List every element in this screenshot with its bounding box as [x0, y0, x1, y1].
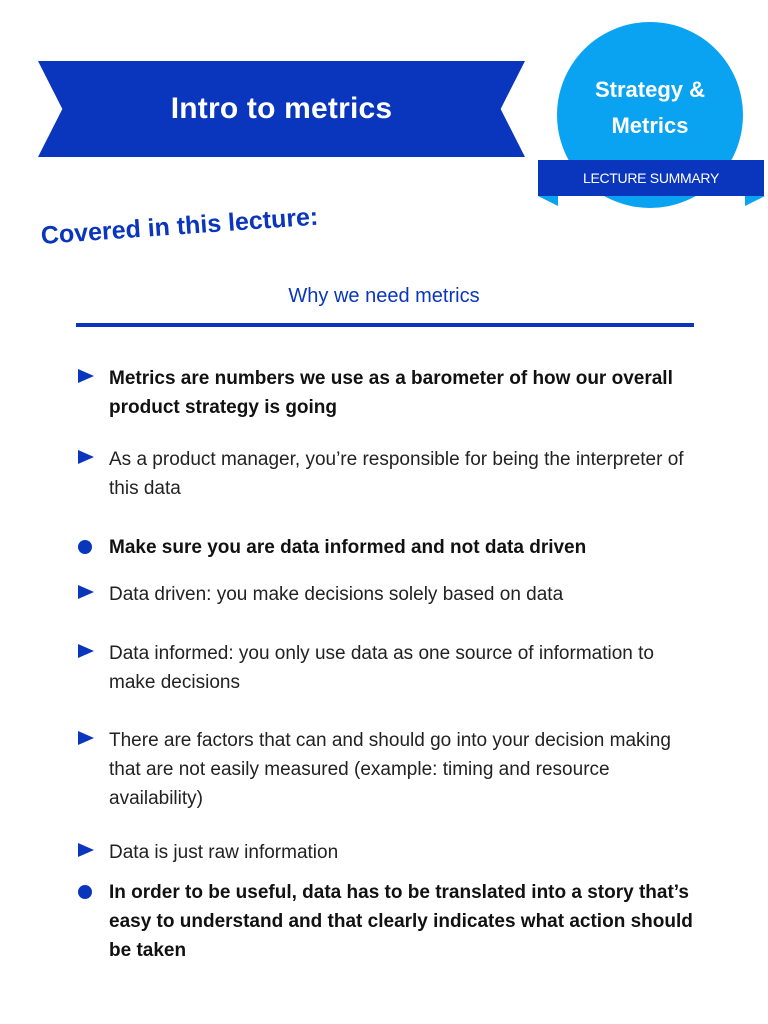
- topic-badge-line-2: Metrics: [611, 113, 689, 138]
- list-item: [78, 878, 698, 965]
- lecture-summary-ribbon: LECTURE SUMMARY: [538, 160, 764, 196]
- dot-bullet-icon: [78, 540, 92, 554]
- list-item: [78, 726, 698, 813]
- list-item: [78, 639, 698, 697]
- section-subtitle: Why we need metrics: [288, 285, 480, 307]
- list-item-text: Data informed: you only use data as one source of information to make decisions: [109, 643, 654, 693]
- triangle-bullet-icon: [78, 585, 94, 599]
- list-item: [78, 580, 698, 609]
- section-heading: Covered in this lecture:: [40, 202, 320, 250]
- list-item-text: Data is just raw information: [109, 842, 339, 863]
- triangle-bullet-icon: [78, 731, 94, 745]
- ribbon-tail-right: [745, 196, 765, 206]
- page-title: Intro to metrics: [170, 92, 393, 125]
- list-item-text: As a product manager, you’re responsible for being the interpreter of this data: [109, 449, 684, 499]
- triangle-bullet-icon: [78, 369, 94, 383]
- triangle-bullet-icon: [78, 843, 94, 857]
- divider: [76, 323, 694, 327]
- ribbon-tail-left: [538, 196, 558, 206]
- dot-bullet-icon: [78, 885, 92, 899]
- list-item-text: There are factors that can and should go into your decision making that are not easily measured (example: timing and resource availability): [109, 730, 671, 809]
- list-item: [78, 838, 698, 867]
- topic-badge-line-1: Strategy &: [594, 77, 706, 102]
- list-item: [78, 445, 698, 503]
- list-item: [78, 533, 698, 562]
- list-item-text: In order to be useful, data has to be translated into a story that’s easy to understand and that clearly indicates what action should be taken: [109, 882, 693, 961]
- list-item-text: Make sure you are data informed and not data driven: [109, 537, 587, 558]
- triangle-bullet-icon: [78, 450, 94, 464]
- list-item-text: Metrics are numbers we use as a barometer of how our overall product strategy is going: [109, 368, 673, 418]
- topic-badge-text: [557, 72, 743, 144]
- list-item-text: Data driven: you make decisions solely based on data: [109, 584, 564, 605]
- list-item: [78, 364, 698, 422]
- triangle-bullet-icon: [78, 644, 94, 658]
